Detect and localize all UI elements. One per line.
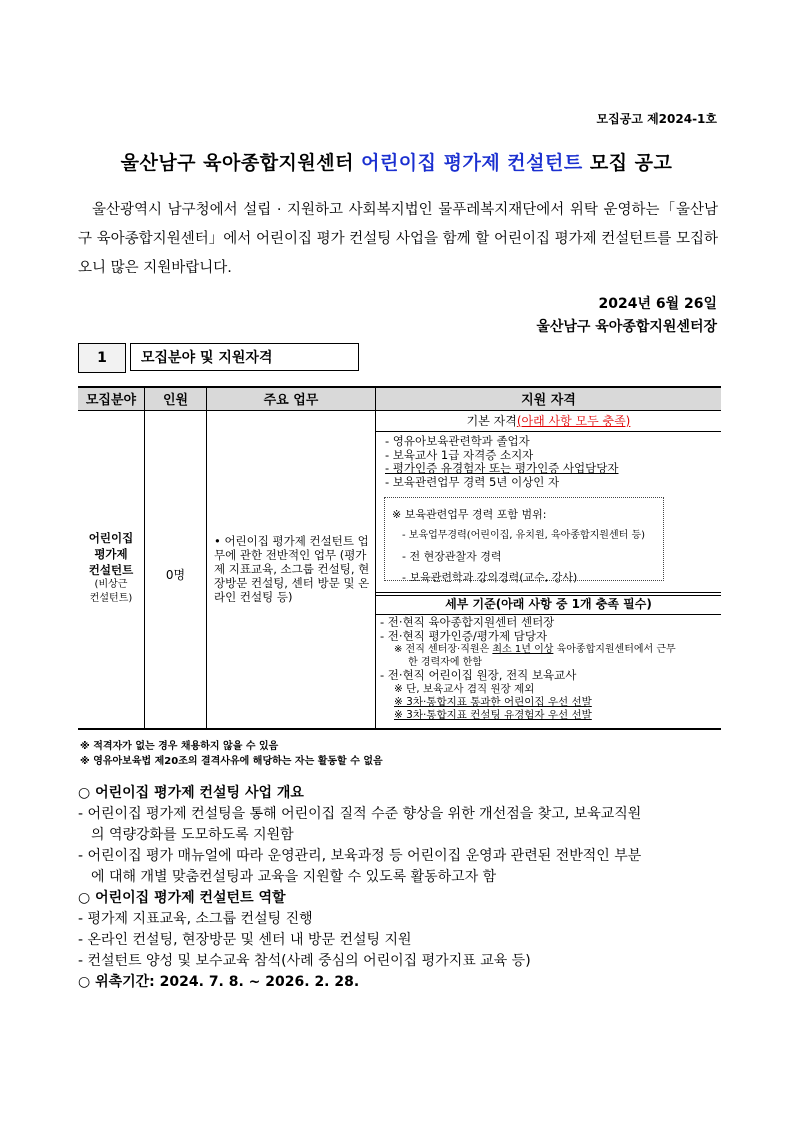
intro-paragraph: 울산광역시 남구청에서 설립 · 지원하고 사회복지법인 물푸레복지재단에서 위탁 운영하는「울산남구 육아종합지원센터」에서 어린이집 평가 컨설팅 사업을 함께 할 어린이집 평가제 컨설턴트를 모집하오니 많은 지원바랍니다. bbox=[78, 202, 718, 276]
list-note: ※ 전직 센터장·직원은 최소 1년 이상 육아종합지원센터에서 근무 bbox=[394, 644, 676, 655]
basic-qual-title: 기본 자격(아래 사항 모두 충족) bbox=[466, 414, 631, 428]
range-title: ※ 보육관련업무 경력 포함 범위: bbox=[392, 508, 547, 521]
list-note: ※ 단, 보육교사 겸직 원장 제외 bbox=[394, 682, 535, 695]
list-item: - 전·현직 육아종합지원센터 센터장 bbox=[380, 615, 555, 629]
table-top-border bbox=[78, 386, 721, 388]
basic-title-divider bbox=[376, 431, 721, 432]
basic-qual-list bbox=[385, 435, 715, 489]
role-item: - 컨설턴트 양성 및 보수교육 참석(사례 중심의 어린이집 평가지표 교육 등) bbox=[78, 953, 531, 969]
overview-item: - 어린이집 평가 매뉴얼에 따라 운영관리, 보육과정 등 어린이집 운영과 관련된 전반적인 부분 bbox=[78, 848, 642, 864]
list-item: - 보육업무경력(어린이집, 유치원, 육아종합지원센터 등) bbox=[402, 530, 646, 541]
appointment-period: ○ 위촉기간: 2024. 7. 8. ~ 2026. 2. 28. bbox=[78, 974, 360, 990]
list-item: - 보육교사 1급 자격증 소지자 bbox=[385, 447, 534, 462]
page-title bbox=[0, 148, 793, 175]
recruit-count: 0명 bbox=[165, 568, 186, 582]
overview-item-cont: 에 대해 개별 맞춤컨설팅과 교육을 지원할 수 있도록 활동하고자 함 bbox=[91, 869, 497, 885]
role-item: - 온라인 컨설팅, 현장방문 및 센터 내 방문 컨설팅 지원 bbox=[78, 932, 412, 948]
detail-top-divider bbox=[376, 595, 721, 596]
footnote: ※ 적격자가 없는 경우 채용하지 않을 수 있음 bbox=[80, 741, 279, 752]
section-title: 모집분야 및 지원자격 bbox=[130, 343, 359, 371]
list-item: - 전 현장관찰자 경력 bbox=[402, 550, 502, 563]
field-name: 어린이집 평가제 컨설턴트 (비상근 컨설턴트) bbox=[88, 531, 134, 604]
col-divider bbox=[206, 386, 207, 729]
list-item: - 전·현직 어린이집 원장, 전직 보육교사 bbox=[380, 668, 577, 682]
organization-name: 울산남구 육아종합지원센터장 bbox=[536, 319, 717, 335]
role-item: - 평가제 지표교육, 소그룹 컨설팅 진행 bbox=[78, 911, 313, 927]
list-item: - 보육관련업무 경력 5년 이상인 자 bbox=[385, 474, 560, 489]
list-item: - 보육관련학과 강의경력(교수, 강사) bbox=[402, 571, 578, 584]
section-number: 1 bbox=[78, 343, 126, 373]
title-part2: 모집 공고 bbox=[582, 152, 673, 174]
basic-bottom-divider bbox=[376, 592, 721, 593]
header-qualification: 지원 자격 bbox=[376, 386, 721, 410]
footnote: ※ 영유아보육법 제20조의 결격사유에 해당하는 자는 활동할 수 없음 bbox=[80, 756, 383, 767]
notice-date: 2024년 6월 26일 bbox=[598, 296, 717, 312]
basic-qual-note: (아래 사항 모두 충족) bbox=[516, 414, 631, 428]
overview-section bbox=[78, 783, 720, 993]
overview-item: - 어린이집 평가제 컨설팅을 통해 어린이집 질적 수준 향상을 위한 개선점을 찾고, 보육교직원 bbox=[78, 806, 642, 822]
header-duties: 주요 업무 bbox=[207, 386, 375, 410]
qualification-table bbox=[78, 386, 721, 729]
list-note: ※ 3차·통합지표 컨설팅 유경험자 우선 선발 bbox=[394, 708, 592, 721]
experience-range-list bbox=[392, 504, 662, 588]
list-note: ※ 3차·통합지표 통과한 어린이집 우선 선발 bbox=[394, 695, 592, 708]
overview-item-cont: 의 역량강화를 도모하도록 지원함 bbox=[91, 827, 294, 843]
role-title: ○ 어린이집 평가제 컨설턴트 역할 bbox=[78, 890, 286, 906]
detail-criteria-list bbox=[380, 616, 718, 722]
header-count: 인원 bbox=[145, 386, 206, 410]
title-part1: 울산남구 육아종합지원센터 bbox=[120, 152, 362, 174]
duties-text: • 어린이집 평가제 컨설턴트 업무에 관한 전반적인 업무 (평가제 지표교육, 소그룹 컨설팅, 현장방문 컨설팅, 센터 방문 및 온라인 컨설팅 등) bbox=[214, 534, 370, 604]
header-divider bbox=[78, 410, 721, 411]
list-item: - 영유아보육관련학과 졸업자 bbox=[385, 434, 530, 448]
list-item: - 평가인증 유경험자 또는 평가인증 사업담당자 bbox=[385, 461, 619, 475]
col-divider bbox=[144, 386, 145, 729]
col-divider bbox=[375, 386, 376, 729]
overview-title: ○ 어린이집 평가제 컨설팅 사업 개요 bbox=[78, 785, 304, 801]
detail-criteria-title: 세부 기준(아래 사항 중 1개 충족 필수) bbox=[445, 597, 652, 611]
list-note: 한 경력자에 한함 bbox=[408, 657, 482, 668]
list-item: - 전·현직 평가인증/평가제 담당자 bbox=[380, 628, 548, 643]
table-bottom-border bbox=[78, 728, 721, 730]
title-highlight: 어린이집 평가제 컨설턴트 bbox=[361, 152, 583, 174]
notice-number: 모집공고 제2024-1호 bbox=[596, 112, 717, 126]
header-field: 모집분야 bbox=[78, 386, 144, 410]
